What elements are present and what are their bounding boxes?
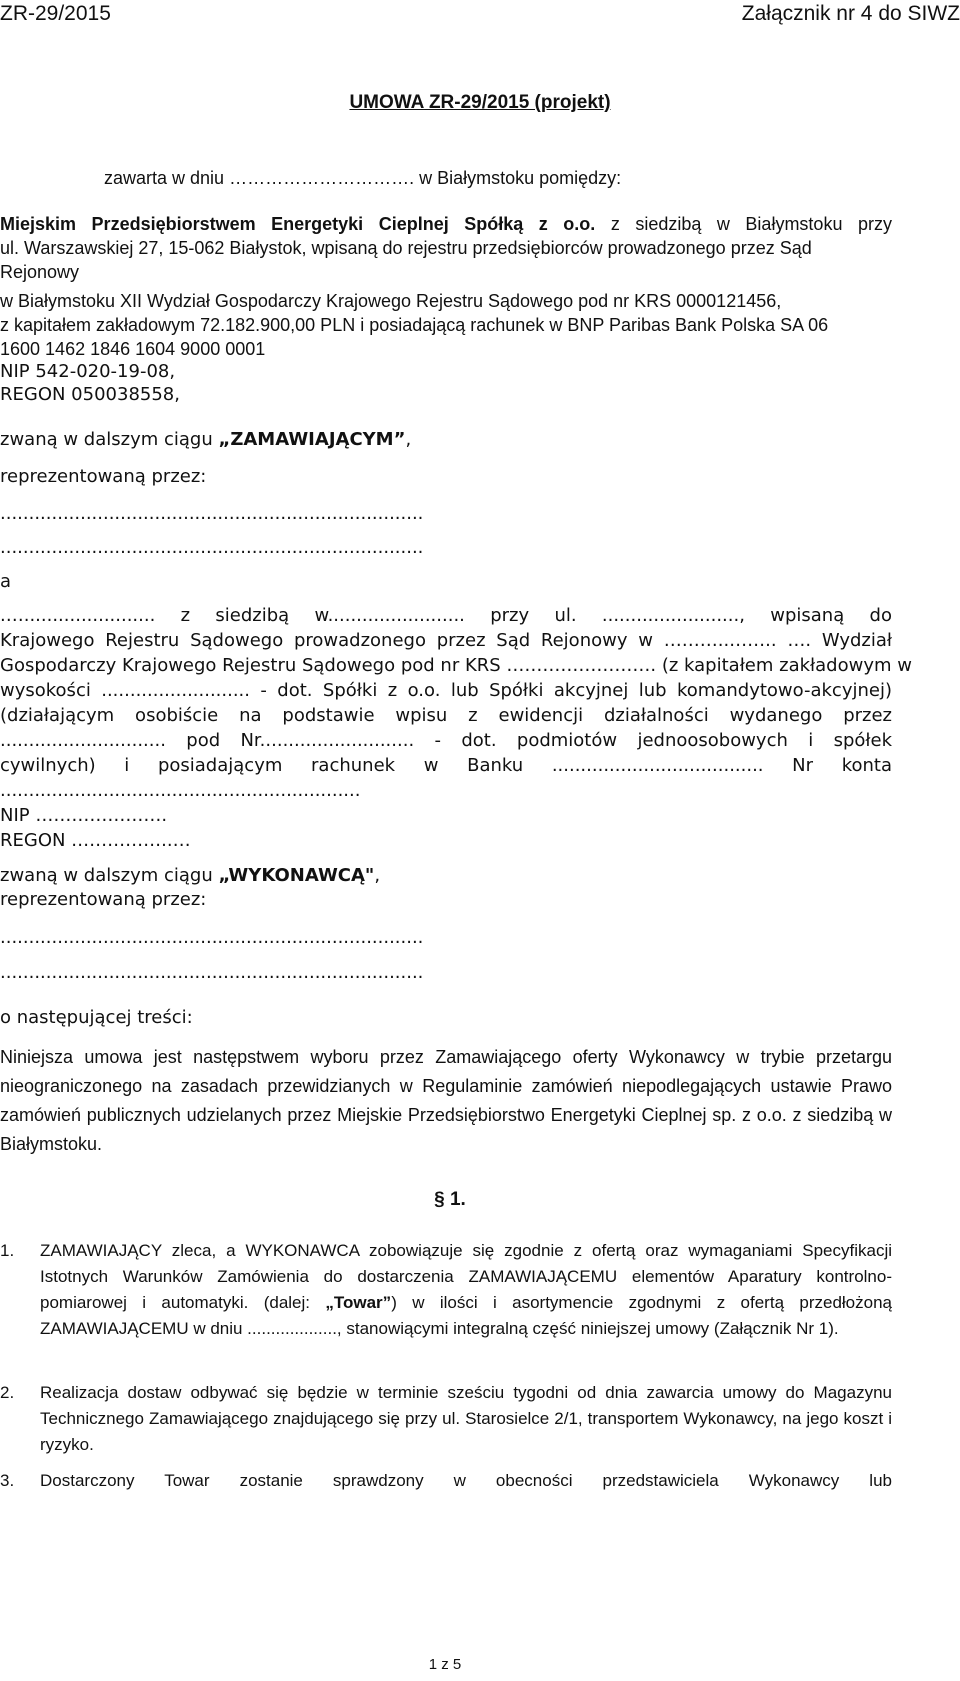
item-text <box>40 1380 892 1458</box>
party2-line-8: ............................................................... <box>0 780 361 801</box>
item-number: 1. <box>0 1241 15 1260</box>
item-text-part: Realizacja dostaw odbywać się będzie w terminie sześciu tygodni od dnia zawarcia umowy do Magazynu Technicznego Zamawiającego znajdującego się przy ul. Starosielce 2/1, transportem Wykonawcy, na jego koszt i ryzyko. <box>40 1383 892 1454</box>
date-line-after: w Białymstoku pomiędzy: <box>414 168 622 188</box>
party1-regon: REGON 050038558, <box>0 384 180 405</box>
party2-line-4: wysokości .......................... - dot. Spółki z o.o. lub Spółki akcyjnej lub komandytowo-akcyjnej) <box>0 680 892 701</box>
party1-nip: NIP 542-020-19-08, <box>0 361 176 382</box>
party2-rep-dots-2: .......................................................................... <box>0 962 424 983</box>
page-number: 1 z 5 <box>428 1656 462 1673</box>
header-attachment-label: Załącznik nr 4 do SIWZ <box>741 2 960 25</box>
header-document-number: ZR-29/2015 <box>0 2 111 25</box>
intro-paragraph: Niniejsza umowa jest następstwem wyboru przez Zamawiającego oferty Wykonawcy w trybie przetargu nieograniczonego na zasadach przewidzianych w Regulaminie zamówień niepodlegających ustawie Prawo zamówień publicznych udzielanych przez Miejskie Przedsiębiorstwo Energetyki Cieplnej sp. z o.o. z siedzibą w Białymstoku. <box>0 1047 892 1154</box>
party2-line-6: ............................. pod Nr........................... - dot. podmiotów jednoosobowych i spółek <box>0 730 892 751</box>
item-number: 3. <box>0 1471 15 1490</box>
party2-line-1: .…....................... z siedzibą w........................ przy ul. ........................, wpisaną do <box>0 605 892 626</box>
contract-title: UMOWA ZR-29/2015 (projekt) <box>349 92 611 113</box>
item-text-part: ) w ilości i asortymencie zgodnymi z ofertą przedłożoną ZAMAWIAJĄCEMU w dniu ..................., stanowiącymi integralną część niniejszej umowy (Załącznik Nr 1). <box>40 1293 892 1338</box>
item-text-bold: „Towar” <box>325 1293 392 1312</box>
party1-rep-dots-2: .......................................................................... <box>0 537 424 558</box>
party1-capital: z kapitałem zakładowym 72.182.900,00 PLN i posiadającą rachunek w BNP Paribas Bank Polska SA 06 <box>0 315 829 335</box>
date-line-before: zawarta w dniu <box>104 168 230 188</box>
party1-called-name: „ZAMAWIAJĄCYM” <box>218 429 406 450</box>
and-separator: a <box>0 571 12 592</box>
party2-represented: reprezentowaną przez: <box>0 889 207 910</box>
party2-called-name: „WYKONAWCĄ" <box>218 865 375 886</box>
date-line <box>104 166 621 190</box>
date-blank: …………………………. <box>229 168 415 188</box>
item-text <box>40 1238 892 1342</box>
party2-line-3: Gospodarczy Krajowego Rejestru Sądowego pod nr KRS ……………………. (z kapitałem zakładowym w <box>0 655 912 676</box>
party2-called-after: , <box>374 865 381 886</box>
party1-represented: reprezentowaną przez: <box>0 466 207 487</box>
party2-line-7: cywilnych) i posiadającym rachunek w Banku ..................................... Nr konta <box>0 755 892 776</box>
section-title: § 1. <box>434 1189 466 1210</box>
party1-called-before: zwaną w dalszym ciągu <box>0 429 219 450</box>
party1-krs: w Białymstoku XII Wydział Gospodarczy Krajowego Rejestru Sądowego pod nr KRS 0000121456, <box>0 291 782 311</box>
content-intro: o następującej treści: <box>0 1007 193 1028</box>
party1-account: 1600 1462 1846 1604 9000 0001 <box>0 339 266 359</box>
party1-court: Rejonowy <box>0 262 80 282</box>
party1-address: ul. Warszawskiej 27, 15-062 Białystok, wpisaną do rejestru przedsiębiorców prowadzonego przez Sąd <box>0 238 812 258</box>
party2-line-5: (działającym osobiście na podstawie wpisu z ewidencji działalności wydanego przez <box>0 705 892 726</box>
party2-nip: NIP …………………. <box>0 805 168 826</box>
party1-name: Miejskim Przedsiębiorstwem Energetyki Cieplnej Spółką z o.o. <box>0 214 596 234</box>
party1-seat: z siedzibą w Białymstoku przy <box>595 214 892 234</box>
item-text <box>40 1468 892 1494</box>
party2-called <box>0 864 380 888</box>
party1-called-after: , <box>405 429 412 450</box>
party2-regon: REGON ……………..… <box>0 830 191 851</box>
item-text-part: ZAMAWIAJĄCY zleca, a WYKONAWCA zobowiązuje się zgodnie z ofertą oraz wymaganiami Specyfikacji Istotnych Warunków Zamówienia do dostarczenia ZAMAWIAJĄCEMU elementów Aparatury kontrolno-pomiarowej i automatyki. (dalej: <box>40 1241 892 1312</box>
party2-called-before: zwaną w dalszym ciągu <box>0 865 219 886</box>
item-number: 2. <box>0 1383 15 1402</box>
party1-name-line <box>0 212 892 236</box>
party2-line-2: Krajowego Rejestru Sądowego prowadzonego przez Sąd Rejonowy w ………..…….. …. Wydział <box>0 630 892 651</box>
party1-rep-dots-1: .......................................................................... <box>0 503 424 524</box>
party1-called <box>0 428 411 452</box>
item-text-part: Dostarczony Towar zostanie sprawdzony w obecności przedstawiciela Wykonawcy lub <box>40 1471 892 1490</box>
party2-rep-dots-1: .......................................................................... <box>0 927 424 948</box>
